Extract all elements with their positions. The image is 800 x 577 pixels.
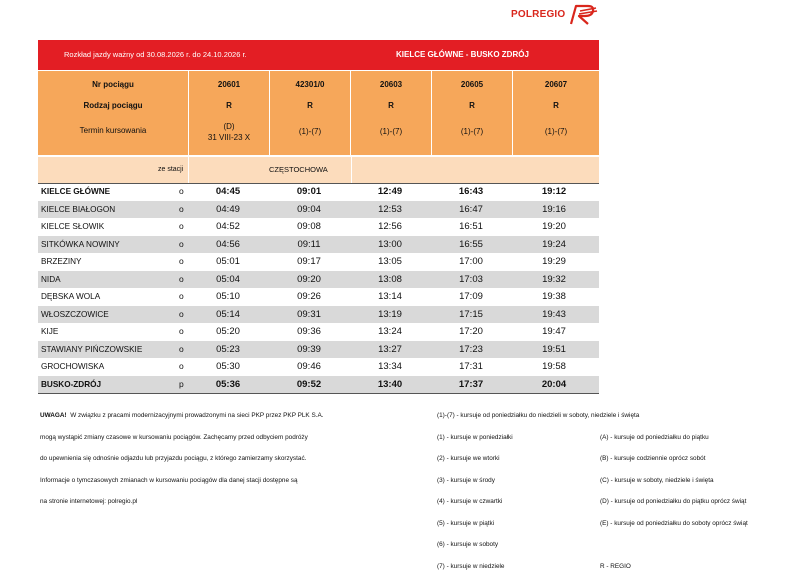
departure-time: 19:29: [514, 256, 594, 267]
departure-time: 04:52: [188, 221, 268, 232]
departure-time: 13:19: [350, 309, 430, 320]
train-column-20605: [432, 71, 513, 155]
train-number-label: Nr pociągu: [38, 80, 188, 89]
departure-time: 09:11: [269, 239, 349, 250]
train-type: R: [270, 101, 350, 110]
departure-time: 09:39: [269, 344, 349, 355]
schedule-label: Termin kursowania: [38, 126, 188, 135]
header-labels: [38, 71, 189, 155]
departure-time: 13:05: [350, 256, 430, 267]
departure-time: 13:27: [350, 344, 430, 355]
departure-time: 17:15: [431, 309, 511, 320]
train-column-20603: [351, 71, 432, 155]
legend-item: (E) - kursuje od poniedziałku do soboty oprócz świąt: [600, 513, 748, 535]
departure-time: 17:31: [431, 361, 511, 372]
station-name: DĘBSKA WOLA: [41, 292, 100, 301]
departure-time: 19:12: [514, 186, 594, 197]
departure-time: 09:46: [269, 361, 349, 372]
train-type: R: [513, 101, 599, 110]
notice-text: W związku z pracami modernizacyjnymi prowadzonymi na sieci PKP przez PKP PLK S.A.: [70, 412, 323, 419]
departure-time: 13:08: [350, 274, 430, 285]
station-name: BRZEZINY: [41, 257, 82, 266]
departure-time: 17:09: [431, 291, 511, 302]
departure-time: 13:40: [350, 379, 430, 390]
departure-time: 19:47: [514, 326, 594, 337]
departure-time: 09:52: [269, 379, 349, 390]
train-schedule: [189, 121, 269, 143]
train-number: 20601: [189, 80, 269, 89]
table-row: [38, 183, 599, 201]
validity-period: Rozkład jazdy ważny od 30.08.2026 r. do 24.10.2026 r.: [64, 50, 247, 59]
departure-time: 04:45: [188, 186, 268, 197]
station-name: BUSKO-ZDRÓJ: [41, 380, 101, 389]
departure-time: 12:53: [350, 204, 430, 215]
station-name: KIELCE GŁÓWNE: [41, 187, 110, 196]
stop-marker: o: [179, 274, 184, 284]
station-name: WŁOSZCZOWICE: [41, 310, 109, 319]
timetable-header-bar: [38, 40, 599, 70]
stop-marker: o: [179, 256, 184, 266]
station-name: STAWIANY PIŃCZOWSKIE: [41, 345, 142, 354]
legend-item: (6) - kursuje w soboty: [437, 534, 639, 556]
departure-time: 20:04: [514, 379, 594, 390]
legend-item: R - REGIO: [600, 556, 748, 577]
schedule-dates: 31 VIII-23 X: [189, 132, 269, 143]
train-schedule: (1)-(7): [270, 126, 350, 137]
origin-station-row: [38, 157, 599, 183]
table-row: [38, 218, 599, 236]
departure-time: 17:03: [431, 274, 511, 285]
departure-time: 05:14: [188, 309, 268, 320]
legend-right: [600, 427, 748, 577]
station-name: KIELCE SŁOWIK: [41, 222, 104, 231]
departure-time: 05:01: [188, 256, 268, 267]
departure-time: 09:31: [269, 309, 349, 320]
table-row: [38, 323, 599, 341]
table-row: [38, 376, 599, 394]
stop-marker: o: [179, 204, 184, 214]
stop-marker: o: [179, 239, 184, 249]
column-divider: [188, 157, 189, 183]
timetable-body: [38, 183, 599, 393]
train-column-20607: [513, 71, 599, 155]
departure-time: 16:51: [431, 221, 511, 232]
train-type-label: Rodzaj pociągu: [38, 101, 188, 110]
departure-time: 12:49: [350, 186, 430, 197]
legend-item: (1) - kursuje w poniedziałki: [437, 427, 639, 449]
station-name: GROCHOWISKA: [41, 362, 104, 371]
departure-time: 09:01: [269, 186, 349, 197]
departure-time: 04:56: [188, 239, 268, 250]
train-column-20601: [189, 71, 270, 155]
notice-line-2: mogą wystąpić zmiany czasowe w kursowaniu pociągów. Zachęcamy przed odbyciem podróży: [40, 427, 425, 449]
notice-line-3: do upewnienia się odnośnie odjazdu lub przyjazdu pociągu, z którego zamierzamy skorzystać.: [40, 448, 425, 470]
departure-time: 17:00: [431, 256, 511, 267]
legend-item: (4) - kursuje w czwartki: [437, 491, 639, 513]
legend-item: [600, 534, 748, 556]
table-row: [38, 253, 599, 271]
legend-item: (A) - kursuje od poniedziałku do piątku: [600, 427, 748, 449]
departure-time: 05:30: [188, 361, 268, 372]
departure-time: 16:43: [431, 186, 511, 197]
departure-time: 12:56: [350, 221, 430, 232]
departure-time: 19:20: [514, 221, 594, 232]
train-type: R: [189, 101, 269, 110]
departure-time: 19:16: [514, 204, 594, 215]
train-number: 42301/0: [270, 80, 350, 89]
schedule-code: (D): [189, 121, 269, 132]
polregio-mark-icon: [568, 3, 598, 25]
departure-time: 04:49: [188, 204, 268, 215]
departure-time: 05:36: [188, 379, 268, 390]
departure-time: 09:04: [269, 204, 349, 215]
departure-time: 19:24: [514, 239, 594, 250]
origin-station-42301: CZĘSTOCHOWA: [269, 165, 328, 174]
notice-line-5: na stronie internetowej: polregio.pl: [40, 491, 425, 513]
train-type: R: [351, 101, 431, 110]
departure-time: 19:58: [514, 361, 594, 372]
train-number: 20603: [351, 80, 431, 89]
station-name: KIJE: [41, 327, 58, 336]
train-number: 20607: [513, 80, 599, 89]
polregio-logo: [511, 3, 598, 25]
train-type: R: [432, 101, 512, 110]
column-divider: [351, 157, 352, 183]
departure-time: 09:17: [269, 256, 349, 267]
stop-marker: o: [179, 361, 184, 371]
legend-item: (C) - kursuje w soboty, niedziele i święta: [600, 470, 748, 492]
train-number: 20605: [432, 80, 512, 89]
legend-item: (7) - kursuje w niedziele: [437, 556, 639, 577]
stop-marker: o: [179, 326, 184, 336]
table-row: [38, 341, 599, 359]
origin-station-label: ze stacji: [158, 166, 183, 173]
stop-marker: o: [179, 221, 184, 231]
route-title: KIELCE GŁÓWNE - BUSKO ZDRÓJ: [396, 50, 529, 59]
departure-time: 09:08: [269, 221, 349, 232]
legend-item: (5) - kursuje w piątki: [437, 513, 639, 535]
train-schedule: (1)-(7): [351, 126, 431, 137]
table-row: [38, 358, 599, 376]
departure-time: 13:34: [350, 361, 430, 372]
departure-time: 09:26: [269, 291, 349, 302]
legend-full-week: (1)-(7) - kursuje od poniedziałku do niedzieli w soboty, niedziele i święta: [437, 405, 639, 427]
station-name: SITKÓWKA NOWINY: [41, 240, 120, 249]
departure-time: 05:23: [188, 344, 268, 355]
departure-time: 09:20: [269, 274, 349, 285]
notice-block: [40, 405, 425, 513]
table-row: [38, 288, 599, 306]
departure-time: 19:51: [514, 344, 594, 355]
table-row: [38, 201, 599, 219]
table-row: [38, 306, 599, 324]
notice-line-1: [40, 405, 425, 427]
station-name: NIDA: [41, 275, 61, 284]
departure-time: 16:47: [431, 204, 511, 215]
stop-marker: p: [179, 379, 184, 389]
table-row: [38, 236, 599, 254]
departure-time: 19:32: [514, 274, 594, 285]
departure-time: 17:20: [431, 326, 511, 337]
table-row: [38, 271, 599, 289]
departure-time: 19:38: [514, 291, 594, 302]
departure-time: 19:43: [514, 309, 594, 320]
logo-text: POLREGIO: [511, 9, 565, 20]
legend-item: (3) - kursuje w środy: [437, 470, 639, 492]
departure-time: 17:23: [431, 344, 511, 355]
warning-label: UWAGA!: [40, 412, 67, 419]
legend-item: (D) - kursuje od poniedziałku do piątku oprócz świąt: [600, 491, 748, 513]
stop-marker: o: [179, 309, 184, 319]
departure-time: 05:04: [188, 274, 268, 285]
train-header: [38, 71, 599, 155]
stop-marker: o: [179, 186, 184, 196]
departure-time: 05:10: [188, 291, 268, 302]
legend-item: (B) - kursuje codziennie oprócz sobót: [600, 448, 748, 470]
train-schedule: (1)-(7): [432, 126, 512, 137]
departure-time: 13:24: [350, 326, 430, 337]
station-name: KIELCE BIAŁOGON: [41, 205, 115, 214]
departure-time: 13:00: [350, 239, 430, 250]
legend-item: (2) - kursuje we wtorki: [437, 448, 639, 470]
departure-time: 13:14: [350, 291, 430, 302]
departure-time: 05:20: [188, 326, 268, 337]
departure-time: 09:36: [269, 326, 349, 337]
stop-marker: o: [179, 291, 184, 301]
train-column-42301: [270, 71, 351, 155]
table-bottom-border: [38, 393, 599, 394]
departure-time: 16:55: [431, 239, 511, 250]
departure-time: 17:37: [431, 379, 511, 390]
stop-marker: o: [179, 344, 184, 354]
train-schedule: (1)-(7): [513, 126, 599, 137]
notice-line-4: Informacje o tymczasowych zmianach w kursowaniu pociągów dla danej stacji dostępne są: [40, 470, 425, 492]
